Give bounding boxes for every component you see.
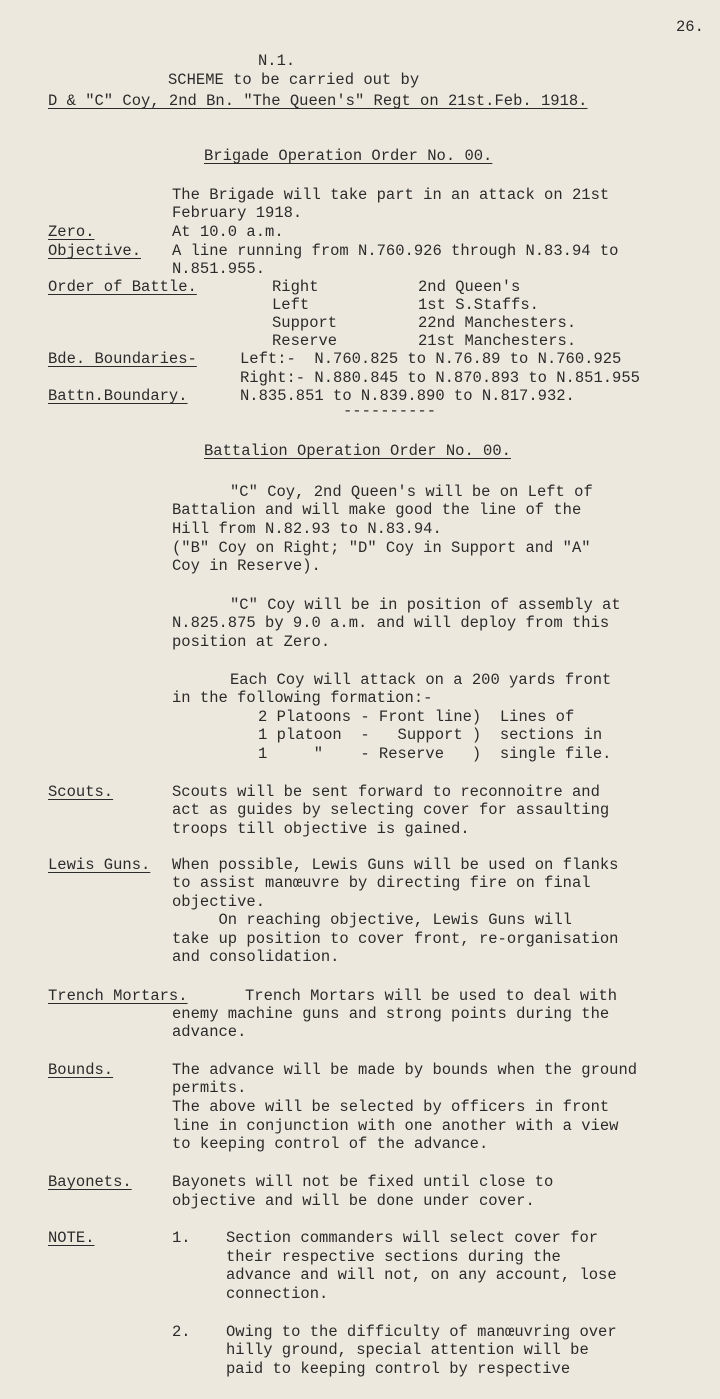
battle-pos: Support [272, 314, 338, 332]
trench-mortars-line: Trench Mortars will be used to deal with [245, 987, 618, 1005]
note-number: 2. [172, 1323, 191, 1341]
scouts-line: act as guides by selecting cover for assaulting [172, 801, 610, 819]
lewis-guns-line: and consolidation. [172, 948, 340, 966]
note-label: NOTE. [48, 1229, 95, 1247]
para2-line: N.825.875 by 9.0 a.m. and will deploy from this [172, 614, 610, 632]
note-line: Owing to the difficulty of manœuvring over [226, 1323, 617, 1341]
bayonets-label: Bayonets. [48, 1173, 132, 1191]
lewis-guns-line: When possible, Lewis Guns will be used on flanks [172, 856, 619, 874]
objective-line-2: N.851.955. [172, 260, 266, 278]
header-line-2: SCHEME to be carried out by [168, 71, 420, 89]
para2-line: "C" Coy will be in position of assembly at [230, 596, 621, 614]
trench-mortars-line: enemy machine guns and strong points during the [172, 1005, 610, 1023]
battn-boundary-text: N.835.851 to N.839.890 to N.817.932. [240, 387, 575, 405]
order-of-battle-label: Order of Battle. [48, 278, 197, 296]
para1-line: Coy in Reserve). [172, 557, 321, 575]
battle-pos: Left [272, 296, 310, 314]
battle-pos: Reserve [272, 332, 338, 350]
bde-boundary-left: Left:- N.760.825 to N.76.89 to N.760.925 [240, 350, 622, 368]
note-line: advance and will not, on any account, lose [226, 1266, 617, 1284]
bde-boundaries-label: Bde. Boundaries- [48, 350, 197, 368]
note-line: their respective sections during the [226, 1248, 561, 1266]
battle-pos: Right [272, 278, 319, 296]
bounds-line: permits. [172, 1079, 247, 1097]
para1-line: "C" Coy, 2nd Queen's will be on Left of [230, 483, 593, 501]
header-line-3: D & "C" Coy, 2nd Bn. "The Queen's" Regt on 21st.Feb. 1918. [48, 92, 588, 110]
scouts-label: Scouts. [48, 783, 114, 801]
brigade-intro-1: The Brigade will take part in an attack on 21st [172, 186, 610, 204]
brigade-intro-2: February 1918. [172, 204, 303, 222]
formation-line: 1 " - Reserve ) single file. [258, 745, 612, 763]
para1-line: Battalion and will make good the line of the [172, 501, 582, 519]
lewis-guns-line: On reaching objective, Lewis Guns will [172, 911, 572, 929]
bayonets-line: Bayonets will not be fixed until close to [172, 1173, 554, 1191]
note-line: hilly ground, special attention will be [226, 1341, 589, 1359]
battle-unit: 22nd Manchesters. [418, 314, 577, 332]
bayonets-line: objective and will be done under cover. [172, 1192, 535, 1210]
lewis-guns-line: objective. [172, 893, 266, 911]
lewis-guns-line: to assist manœuvre by directing fire on final [172, 874, 591, 892]
trench-mortars-line: advance. [172, 1023, 247, 1041]
bounds-line: to keeping control of the advance. [172, 1135, 489, 1153]
divider: ---------- [343, 402, 437, 420]
note-line: paid to keeping control by respective [226, 1360, 571, 1378]
brigade-title: Brigade Operation Order No. 00. [204, 147, 493, 165]
header-line-1: N.1. [258, 52, 296, 70]
para1-line: Hill from N.82.93 to N.83.94. [172, 520, 442, 538]
bounds-line: The advance will be made by bounds when the ground [172, 1061, 638, 1079]
formation-line: 1 platoon - Support ) sections in [258, 726, 603, 744]
bounds-label: Bounds. [48, 1061, 114, 1079]
para1-line: ("B" Coy on Right; "D" Coy in Support and "A" [172, 539, 591, 557]
scouts-line: troops till objective is gained. [172, 820, 470, 838]
note-line: connection. [226, 1285, 329, 1303]
formation-line: 2 Platoons - Front line) Lines of [258, 708, 575, 726]
para3-line: in the following formation:- [172, 689, 433, 707]
trench-mortars-label: Trench Mortars. [48, 987, 188, 1005]
zero-label: Zero. [48, 223, 95, 241]
objective-line-1: A line running from N.760.926 through N.83.94 to [172, 242, 619, 260]
lewis-guns-label: Lewis Guns. [48, 856, 151, 874]
lewis-guns-line: take up position to cover front, re-organisation [172, 930, 619, 948]
bde-boundary-right: Right:- N.880.845 to N.870.893 to N.851.955 [240, 369, 640, 387]
zero-text: At 10.0 a.m. [172, 223, 284, 241]
bounds-line: line in conjunction with one another with a view [172, 1117, 619, 1135]
scouts-line: Scouts will be sent forward to reconnoitre and [172, 783, 600, 801]
battle-unit: 1st S.Staffs. [418, 296, 539, 314]
objective-label: Objective. [48, 242, 142, 260]
note-line: Section commanders will select cover for [226, 1229, 599, 1247]
battn-boundary-label: Battn.Boundary. [48, 387, 188, 405]
bounds-line: The above will be selected by officers in front [172, 1098, 610, 1116]
para3-line: Each Coy will attack on a 200 yards front [230, 671, 612, 689]
page-number: 26. [676, 18, 704, 36]
battle-unit: 2nd Queen's [418, 278, 521, 296]
para2-line: position at Zero. [172, 633, 331, 651]
battle-unit: 21st Manchesters. [418, 332, 577, 350]
note-number: 1. [172, 1229, 191, 1247]
battalion-title: Battalion Operation Order No. 00. [204, 442, 511, 460]
